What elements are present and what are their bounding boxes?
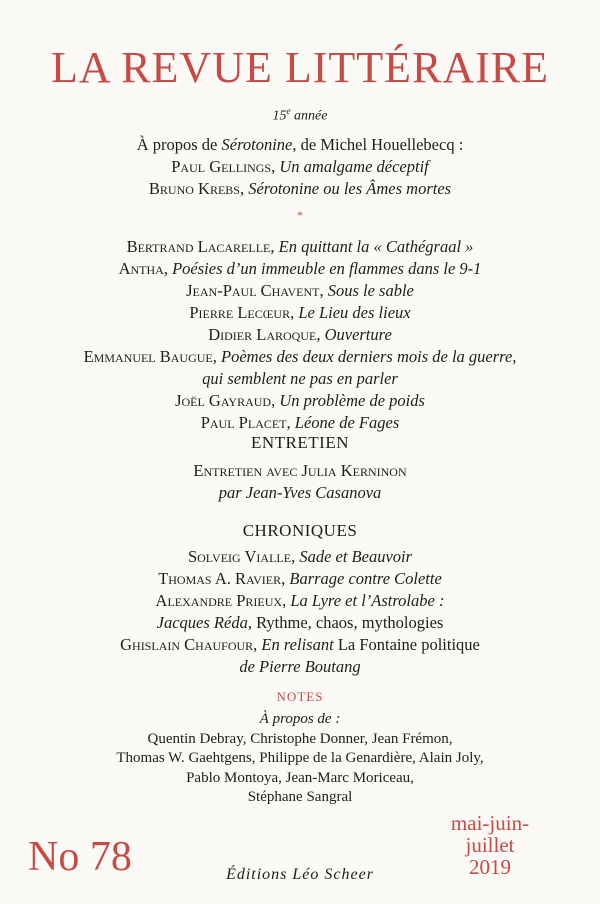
interview-byline: par Jean-Yves Casanova	[218, 483, 382, 502]
notes-heading: NOTES	[276, 689, 324, 704]
chronicle-item: Alexandre Prieux, La Lyre et l’Astrolabe :	[155, 591, 445, 610]
interview-heading: ENTRETIEN	[251, 433, 349, 452]
chronicle-item: Solveig Vialle, Sade et Beauvoir	[187, 547, 413, 566]
interview-section	[0, 432, 600, 504]
notes-line: Quentin Debray, Christophe Donner, Jean Frémon,	[147, 730, 453, 747]
section-divider: *	[297, 208, 303, 222]
feature-item: Paul Gellings, Un amalgame déceptif	[171, 157, 429, 176]
feature-item: Bruno Krebs, Sérotonine ou les Âmes mortes	[148, 179, 452, 198]
notes-section	[0, 688, 600, 808]
chronicle-item: Ghislain Chaufour, En relisant La Fontaine politique	[120, 635, 480, 654]
publisher-name: Éditions Léo Scheer	[226, 866, 374, 883]
chronicle-item-continued: de Pierre Boutang	[239, 657, 361, 676]
chronicles-section	[0, 520, 600, 678]
chronicle-item-continued: Jacques Réda, Rythme, chaos, mythologies	[156, 613, 444, 632]
contents-list	[0, 236, 600, 434]
interview-line: Entretien avec Julia Kerninon	[193, 461, 407, 480]
contents-item: Didier Laroque, Ouverture	[208, 325, 392, 344]
feature-intro: À propos de Sérotonine, de Michel Houellebecq :	[136, 135, 464, 154]
notes-line: Thomas W. Gaehtgens, Philippe de la Genardière, Alain Joly,	[116, 750, 484, 766]
chronicle-item: Thomas A. Ravier, Barrage contre Colette	[158, 569, 442, 588]
contents-item: Jean-Paul Chavent, Sous le sable	[186, 281, 414, 300]
issue-date: mai-juin- juillet 2019	[450, 811, 530, 879]
notes-line: Pablo Montoya, Jean-Marc Moriceau,	[186, 769, 414, 786]
notes-line: Stéphane Sangral	[247, 789, 353, 805]
contents-item: Joël Gayraud, Un problème de poids	[175, 391, 425, 410]
contents-item: Pierre Lecœur, Le Lieu des lieux	[189, 303, 411, 322]
notes-intro: À propos de :	[259, 711, 341, 727]
magazine-title: LA REVUE LITTÉRAIRE	[50, 43, 550, 92]
contents-item-continued: qui semblent ne pas en parler	[202, 369, 398, 388]
feature-section	[0, 134, 600, 224]
chronicles-heading: CHRONIQUES	[242, 521, 358, 540]
contents-item: Emmanuel Baugue, Poèmes des deux derniers mois de la guerre,	[83, 347, 517, 366]
contents-item: Antha, Poésies d’un immeuble en flammes dans le 9-1	[118, 259, 482, 278]
edition-year: 15e année	[272, 106, 328, 124]
contents-item: Paul Placet, Léone de Fages	[200, 413, 400, 432]
issue-number: No 78	[28, 834, 132, 880]
contents-item: Bertrand Lacarelle, En quittant la « Cathégraal »	[126, 237, 474, 256]
